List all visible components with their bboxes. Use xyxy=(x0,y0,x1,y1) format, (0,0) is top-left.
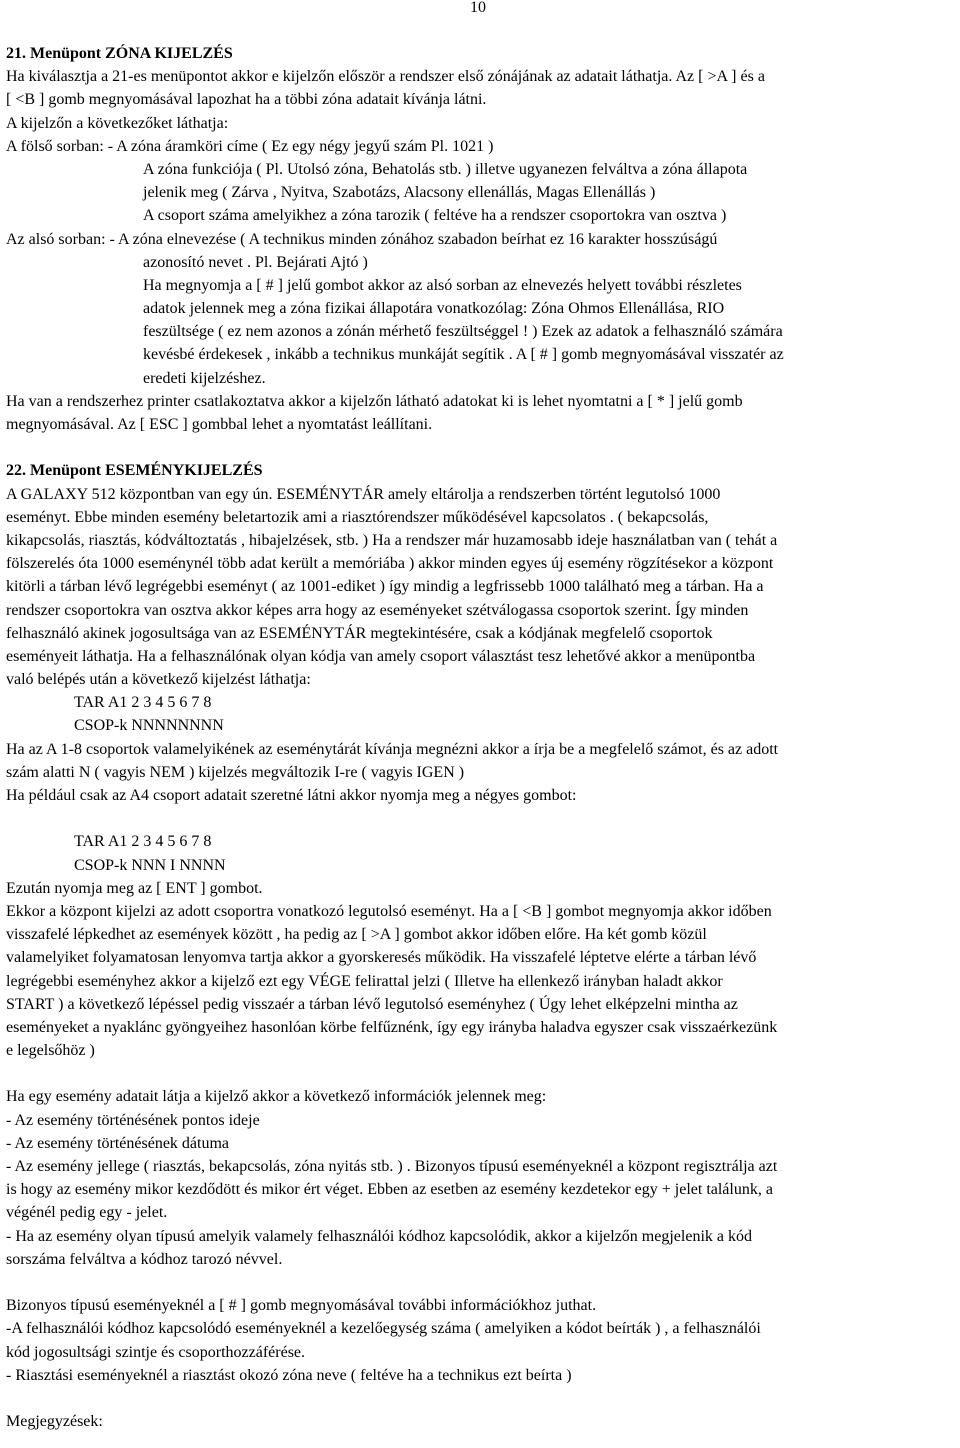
paragraph-line: e legelsőhöz ) xyxy=(6,1042,95,1060)
display-example-line: CSOP-k NNN I NNNN xyxy=(74,856,226,874)
section-22-heading: 22. Menüpont ESEMÉNYKIJELZÉS xyxy=(6,462,263,480)
paragraph-line: megnyomásával. Az [ ESC ] gombbal lehet a nyomtatást leállítani. xyxy=(6,416,433,433)
section-21-heading: 21. Menüpont ZÓNA KIJELZÉS xyxy=(6,45,233,62)
indented-line: eredeti kijelzéshez. xyxy=(143,369,266,387)
paragraph-line: A fölső sorban: - A zóna áramköri címe ( Ez egy négy jegyű szám Pl. 1021 ) xyxy=(6,137,494,155)
paragraph-line: való belépés után a következő kijelzést láthatja: xyxy=(6,671,311,689)
paragraph-line: kód jogosultsági szintje és csoporthozzáférése. xyxy=(6,1343,306,1361)
list-item: - Az esemény történésének pontos ideje xyxy=(6,1111,260,1129)
paragraph-line: Ha például csak az A4 csoport adatait szeretné látni akkor nyomja meg a négyes gombot: xyxy=(6,787,577,804)
paragraph-line: Ha az A 1-8 csoportok valamelyikének az eseménytárát kívánja megnézni akkor a írja be a megfelelő számot, és az adott xyxy=(6,740,779,758)
paragraph-line: eseményeit láthatja. Ha a felhasználónak olyan kódja van amely csoport választást tesz lehetővé akkor a menüpontba xyxy=(6,647,756,665)
paragraph-line: Ha van a rendszerhez printer csatlakoztatva akkor a kijelzőn látható adatokat ki is lehet nyomtatni a [ * ] jelű gomb xyxy=(6,392,743,410)
paragraph-line: eseményt. Ebbe minden esemény beletartozik ami a riasztórendszer működésével kapcsolatos . ( bekapcsolás, xyxy=(6,508,709,526)
paragraph-line: Ha kiválasztja a 21-es menüpontot akkor e kijelzőn először a rendszer első zónájának az adatait láthatja. Az [ >A ] és a xyxy=(6,68,765,86)
paragraph-line: visszafelé lépkedhet az események között , ha pedig az [ >A ] gombot akkor időben előre. Ha két gomb közül xyxy=(6,926,707,944)
paragraph-line: START ) a következő lépéssel pedig visszaér a tárban lévő legutolsó eseményhez ( Úgy lehet elképzelni mintha az xyxy=(6,995,738,1013)
indented-line: jelenik meg ( Zárva , Nyitva, Szabotázs, Alacsony ellenállás, Magas Ellenállás ) xyxy=(143,184,656,202)
paragraph-line: A kijelzőn a következőket láthatja: xyxy=(6,114,229,132)
indented-line: A csoport száma amelyikhez a zóna tarozik ( feltéve ha a rendszer csoportokra van osztva ) xyxy=(143,207,727,225)
display-example-line: TAR A1 2 3 4 5 6 7 8 xyxy=(74,694,212,712)
list-item: - Riasztási eseményeknél a riasztást okozó zóna neve ( feltéve ha a technikus ezt beírta ) xyxy=(6,1366,572,1384)
paragraph-line: fölszerelés óta 1000 eseménynél több adat került a memóriába ) akkor minden egyes új esemény rögzítésekor a központ xyxy=(6,555,774,573)
paragraph-line: rendszer csoportokra van osztva akkor képes arra hogy az eseményeket szétválogassa csoportok szerint. Így minden xyxy=(6,601,749,619)
paragraph-line: Ekkor a központ kijelzi az adott csoportra vonatkozó legutolsó eseményt. Ha a [ <B ] gombot megnyomja akkor időben xyxy=(6,902,772,920)
list-item: -A felhasználói kódhoz kapcsolódó eseményeknél a kezelőegység száma ( amelyiken a kódot beírták ) , a felhasználói xyxy=(6,1320,761,1338)
display-example-line: TAR A1 2 3 4 5 6 7 8 xyxy=(74,833,212,851)
indented-line: A zóna funkciója ( Pl. Utolsó zóna, Behatolás stb. ) illetve ugyanezen felváltva a zóna állapota xyxy=(143,160,748,178)
paragraph-line: Bizonyos típusú eseményeknél a [ # ] gomb megnyomásával további információkhoz juthat. xyxy=(6,1297,597,1315)
indented-line: azonosító nevet . Pl. Bejárati Ajtó ) xyxy=(143,253,368,271)
paragraph-line: kitörli a tárban lévő legrégebbi eseményt ( az 1001-ediket ) így mindig a legfrissebb 1000 található meg a tárban. Ha a xyxy=(6,578,764,596)
indented-line: Ha megnyomja a [ # ] jelű gombot akkor az alsó sorban az elnevezés helyett további részletes xyxy=(143,276,742,294)
page-number: 10 xyxy=(470,0,486,16)
page-content xyxy=(6,42,954,1433)
paragraph-line: Az alsó sorban: - A zóna elnevezése ( A technikus minden zónához szabadon beírhat ez 16 karakter hosszúságú xyxy=(6,230,718,248)
display-example-line: CSOP-k NNNNNNNN xyxy=(74,717,224,735)
paragraph-line: végénél pedig egy - jelet. xyxy=(6,1204,168,1222)
paragraph-line: is hogy az esemény mikor kezdődött és mikor ért véget. Ebben az esetben az esemény kezdetekor egy + jelet találunk, a xyxy=(6,1181,773,1199)
paragraph-line: felhasználó akinek jogosultsága van az ESEMÉNYTÁR megtekintésére, csak a kódjának megfelelő csoportok xyxy=(6,624,713,642)
paragraph-line: [ <B ] gomb megnyomásával lapozhat ha a többi zóna adatait kívánja látni. xyxy=(6,91,487,109)
notes-label: Megjegyzések: xyxy=(6,1413,103,1431)
indented-line: feszültsége ( ez nem azonos a zónán mérhető feszültséggel ! ) Ezek az adatok a felhasználó számára xyxy=(143,323,783,341)
indented-line: kevésbé érdekesek , inkább a technikus munkáját segítik . A [ # ] gomb megnyomásával visszatér az xyxy=(143,346,784,364)
paragraph-line: eseményeket a nyaklánc gyöngyeihez hasonlóan körbe felfűznénk, így egy irányba haladva egyszer csak visszaérkezünk xyxy=(6,1018,778,1036)
paragraph-line: A GALAXY 512 központban van egy ún. ESEMÉNYTÁR amely eltárolja a rendszerben történt legutolsó 1000 xyxy=(6,485,721,503)
indented-line: adatok jelennek meg a zóna fizikai állapotára vonatkozólag: Zóna Ohmos Ellenállása, RIO xyxy=(143,300,725,318)
list-item: - Az esemény jellege ( riasztás, bekapcsolás, zóna nyitás stb. ) . Bizonyos típusú eseményeknél a központ regisztrálja azt xyxy=(6,1158,778,1175)
paragraph-line: valamelyiket folyamatosan lenyomva tartja akkor a gyorskeresés működik. Ha visszafelé léptetve elérte a tárban lévő xyxy=(6,949,757,967)
list-item: - Az esemény történésének dátuma xyxy=(6,1134,230,1152)
paragraph-line: szám alatti N ( vagyis NEM ) kijelzés megváltozik I-re ( vagyis IGEN ) xyxy=(6,763,465,781)
list-item: - Ha az esemény olyan típusú amelyik valamely felhasználói kódhoz kapcsolódik, akkor a kijelzőn megjelenik a kód xyxy=(6,1227,752,1245)
paragraph-line: Ha egy esemény adatait látja a kijelző akkor a következő információk jelennek meg: xyxy=(6,1088,547,1106)
paragraph-line: kikapcsolás, riasztás, kódváltoztatás , hibajelzések, stb. ) Ha a rendszer már huzamosabb ideje használatban van ( tehát a xyxy=(6,531,778,549)
paragraph-line: Ezután nyomja meg az [ ENT ] gombot. xyxy=(6,879,263,897)
paragraph-line: legrégebbi eseményhez akkor a kijelző ezt egy VÉGE felirattal jelzi ( Illetve ha ellenkező irányban haladt akkor xyxy=(6,972,723,990)
paragraph-line: sorszáma felváltva a kódhoz tarozó névvel. xyxy=(6,1250,283,1268)
